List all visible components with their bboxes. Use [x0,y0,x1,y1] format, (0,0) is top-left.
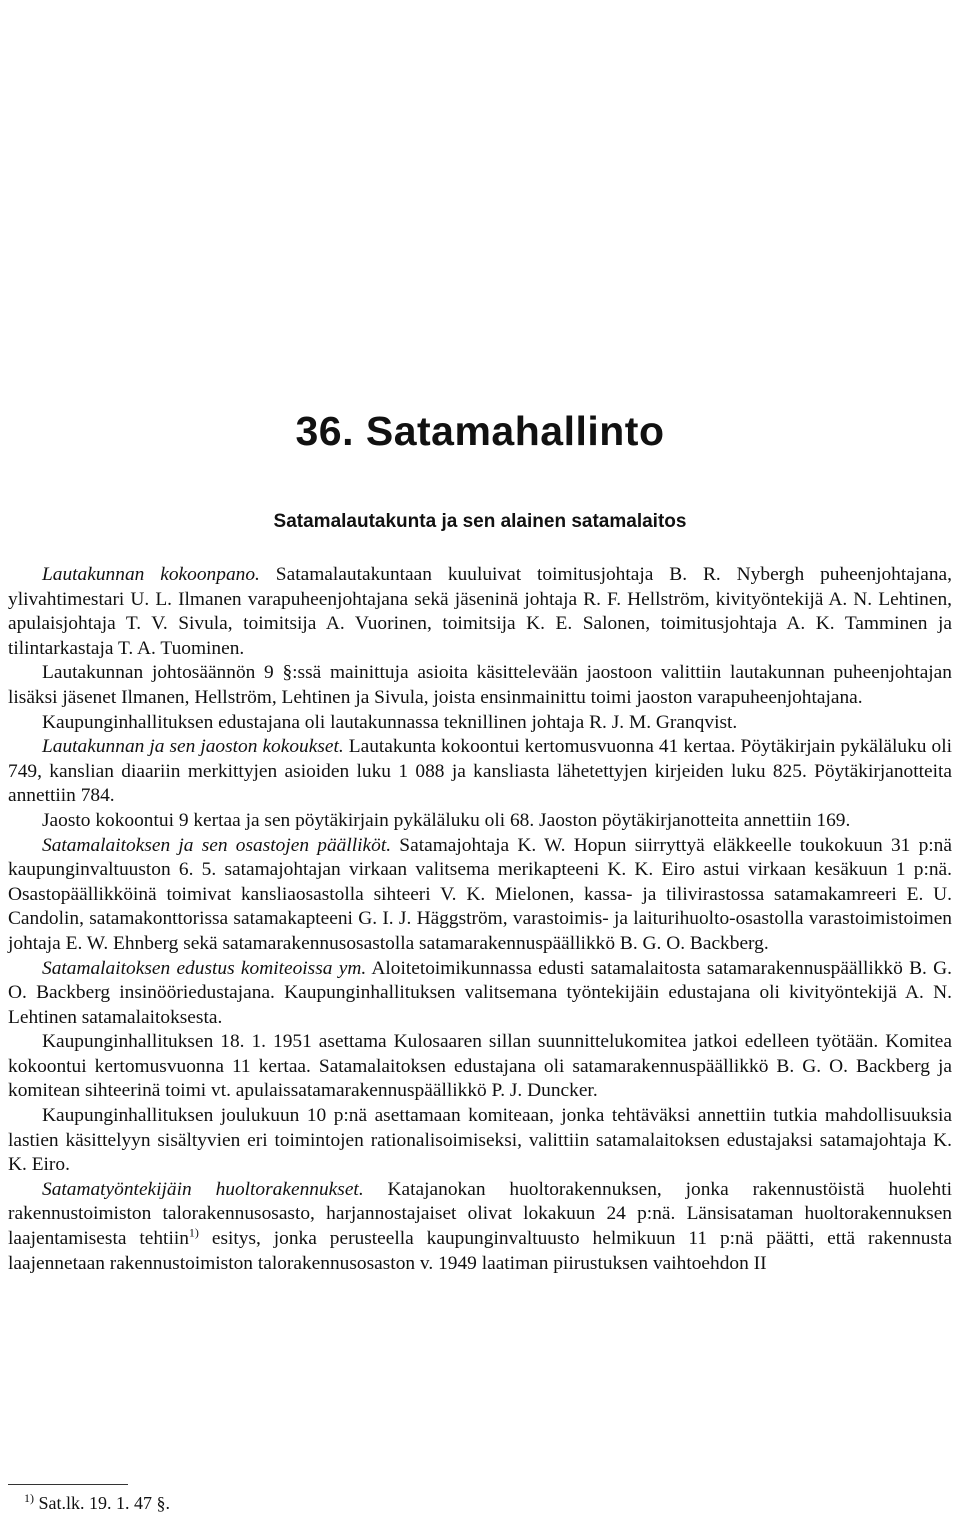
paragraph-kulosaari [8,1030,952,1104]
chapter-title: 36. Satamahallinto [295,408,665,454]
paragraph-paallikot [8,834,952,957]
paragraph-lead: Satamalaitoksen ja sen osastojen päälliköt. [42,834,392,856]
paragraph-huoltorakennukset [8,1178,952,1276]
paragraph-lead: Satamatyöntekijäin huoltorakennukset. [42,1178,364,1200]
footnote-divider [8,1484,128,1485]
footnote-marker: 1) [24,1491,34,1505]
paragraph-text: Aloitetoimikunnassa edusti satamalaitosta satamarakennuspäällikkö B. G. O. Backberg insinööriedustajana. Kaupunginhallituksen valitsemana työntekijäin edustajana oli kivityöntekijä A. N. Lehtinen satamalaitoksesta. [8,957,952,1028]
paragraph-text: Katajanokan huoltorakennuksen, jonka rakennustöistä huolehti rakennustoimiston talorakennusosasto, harjannostajaiset olivat lokakuun 24 p:nä. Länsisataman huoltorakennuksen laajentamisesta tehtiin [8,1178,952,1250]
paragraph-edustus [8,957,952,1031]
section-heading: Satamalautakunta ja sen alainen satamalaitos [273,511,687,532]
paragraph-jaosto [8,661,952,710]
paragraph-text: Kaupunginhallituksen joulukuun 10 p:nä asettamaan komiteaan, jonka tehtäväksi annettiin tutkia mahdollisuuksia lastien käsittelyyn sisältyvien eri toimintojen rationalisoimiseksi, valittiin satamalaitoksen edustajaksi satamajohtaja K. K. Eiro. [8,1105,952,1176]
paragraph-lead: Lautakunnan ja sen jaoston kokoukset. [42,736,344,758]
paragraph-jaosto-kokoukset [8,809,952,834]
paragraph-kokoukset [8,735,952,809]
paragraph-text: Lautakunnan johtosäännön 9 §:ssä mainittuja asioita käsittelevään jaostoon valittiin lautakunnan puheenjohtajan lisäksi jäsenet Ilmanen, Hellström, Lehtinen ja Sivula, joista ensinmainittu toimi jaoston varapuheenjohtajana. [8,662,952,708]
paragraph-lead: Lautakunnan kokoonpano. [42,564,260,585]
paragraph-komitea [8,1104,952,1178]
footnote-reference[interactable]: 1) [188,1225,199,1240]
paragraph-text: Satamalautakuntaan kuuluivat toimitusjohtaja B. R. Nybergh puheenjohtajana, ylivahtimestari U. L. Ilmanen varapuheenjohtajana sekä jäseninä johtaja R. F. Hellström, kivityöntekijä A. N. Lehtinen, apulaisjohtaja T. V. Sivula, toimitsija A. Vuorinen, toimitsija K. E. Salonen, toimitusjohtaja A. K. Tamminen ja tilintarkastaja T. A. Tuominen. [8,564,953,659]
paragraph-lead: Satamalaitoksen edustus komiteoissa ym. [42,957,367,979]
paragraph-text: Kaupunginhallituksen edustajana oli lautakunnassa teknillinen johtaja R. J. M. Granqvist. [42,711,738,733]
paragraph-kokoonpano [8,563,952,661]
paragraph-text: Kaupunginhallituksen 18. 1. 1951 asettama Kulosaaren sillan suunnittelukomitea jatkoi edelleen työtään. Komitea kokoontui kertomusvuonna 11 kertaa. Satamalaitoksen edustajana oli satamarakennuspäällikkö B. G. O. Backberg ja komitean sihteerinä toimi vt. apulaissatamarakennuspäällikkö P. J. Duncker. [8,1031,952,1102]
paragraph-text: Lautakunta kokoontui kertomusvuonna 41 kertaa. Pöytäkirjain pykäläluku oli 749, kanslian diaariin merkittyjen asioiden luku 1 088 ja kansliasta lähetettyjen kirjeiden luku 825. Pöytäkirjanotteita annettiin 784. [8,736,952,807]
footnote [24,1493,170,1514]
paragraph-text-continued: esitys, jonka perusteella kaupunginvaltuusto helmikuun 11 p:nä päätti, että rakennusta laajennetaan rakennustoimiston talorakennusosaston v. 1949 laatiman piirustuksen vaihtoehdon II [8,1228,953,1274]
body-text [8,563,952,1276]
paragraph-edustaja [8,711,952,736]
paragraph-text: Jaosto kokoontui 9 kertaa ja sen pöytäkirjain pykäläluku oli 68. Jaoston pöytäkirjanotteita annettiin 169. [42,809,851,831]
footnote-text: Sat.lk. 19. 1. 47 §. [34,1493,171,1513]
paragraph-text: Satamajohtaja K. W. Hopun siirryttyä eläkkeelle toukokuun 31 p:nä kaupunginvaltuuston 6. 5. satamajohtajan virkaan valitsema merikapteeni K. K. Eiro astui virkaan kesäkuun 1 p:nä. Osastopäällikköinä toimivat kansliaosastolla sihteeri V. K. Mielonen, kassa- ja tilivirastossa satamakamreeri E. U. Candolin, satamakonttorissa satamakapteeni G. I. J. Häggström, varastoimis- ja laiturihuolto-osastolla varastoimistoimen johtaja E. W. Ehnberg sekä satamarakennusosastolla satamarakennuspäällikkö B. G. O. Backberg. [8,834,952,954]
